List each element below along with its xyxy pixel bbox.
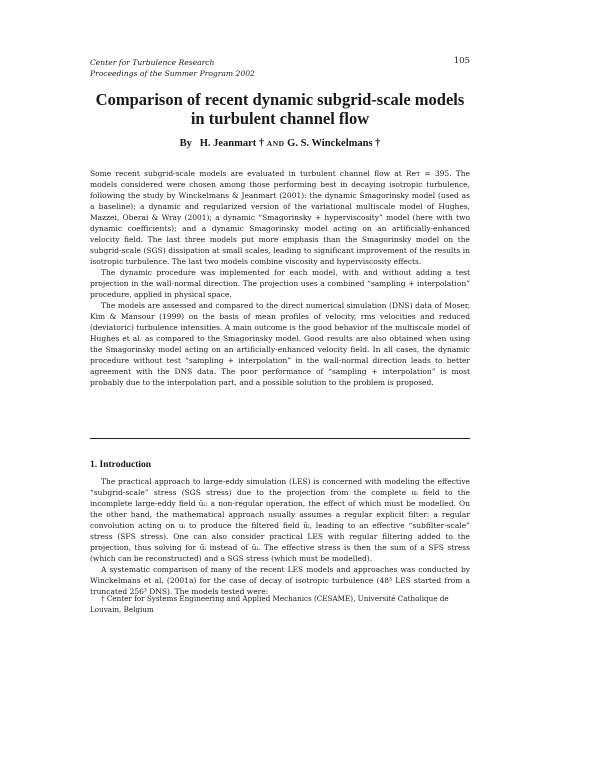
author-1-dagger: †: [258, 138, 265, 149]
abstract-paragraph-3: The models are assessed and compared to the direct numerical simulation (DNS) data of Moser, Kim & Mansour (1999) on the basis of mean profiles of velocity, rms velocities and reduced (deviatoric) turbulence intensities. A main outcome is the good behavior of the multiscale model of Hughes et al. as compared to the Smagorinsky model. Good results are also obtained when using the Smagorinsky model acting on an artificially-enhanced velocity field. In all cases, the dynamic procedure without test “sampling + interpolation” in the wall-normal direction leads to better agreement with the DNS data. The poor performance of “sampling + interpolation” is most probably due to the interpolation part, and a possible solution to the problem is proposed.: [90, 301, 470, 387]
body-paragraph-1: The practical approach to large-eddy simulation (LES) is concerned with modeling the effective “subgrid-scale” stress (SGS stress) due to the projection from the complete uᵢ field to the incomplete large-eddy field ūᵢ: a non-regular operation, the effect of which must be modelled. On the other hand, the mathematical approach usually assumes a regular explicit filter: a regular convolution acting on uᵢ to produce the filtered field ūᵢ, leading to an effective “subfilter-scale” stress (SFS stress). One can also consider practical LES with regular filtering added to the projection, thus solving for ū̄ᵢ instead of ūᵢ. The effective stress is then the sum of a SFS stress (which can be reconstructed) and a SGS stress (which must be modelled).: [90, 477, 470, 563]
abstract: [90, 168, 470, 388]
body-paragraph-2: A systematic comparison of many of the recent LES models and approaches was conducted by Winckelmans et al. (2001a) for the case of decay of isotropic turbulence (48³ LES started from a truncated 256³ DNS). The models tested were:: [90, 565, 470, 596]
abstract-paragraph-2: The dynamic procedure was implemented for each model, with and without adding a test projection in the wall-normal direction. The projection uses a combined “sampling + interpolation” procedure, applied in physical space.: [90, 268, 470, 299]
section-heading: 1. Introduction: [90, 460, 152, 470]
abstract-paragraph-1: Some recent subgrid-scale models are evaluated in turbulent channel flow at Reτ = 395. The models considered were chosen among those performing best in decaying isotropic turbulence, following the study by Winckelmans & Jeanmart (2001): the dynamic Smagorinsky model (used as a baseline); a dynamic and regularized version of the variational multiscale model of Hughes, Mazzei, Oberai & Wray (2001); a dynamic “Smagorinsky + hyperviscosity” model (here with two dynamic coefficients); and a dynamic Smagorinsky model acting on an artificially-enhanced velocity field. The last three models put more emphasis than the Smagorinsky model on the subgrid-scale (SGS) dissipation at small scales, leading to significant improvement of the results in isotropic turbulence. The last two models combine viscosity and hyperviscosity effects.: [90, 169, 470, 266]
and-separator: AND: [266, 139, 285, 148]
footnote-text: † Center for Systems Engineering and Applied Mechanics (CESAME), Université Catholique de Louvain, Belgium: [90, 594, 449, 614]
page-number: 105: [453, 56, 470, 66]
author-2: G. S. Winckelmans: [287, 138, 373, 149]
by-label: By: [179, 138, 192, 149]
abstract-divider: [90, 438, 470, 439]
section-body: [90, 476, 470, 597]
author-line: [90, 138, 470, 149]
header-line-2: Proceedings of the Summer Program 2002: [90, 69, 255, 78]
running-header: [90, 57, 255, 79]
footnote: [90, 594, 470, 615]
paper-title: Comparison of recent dynamic subgrid-scale models in turbulent channel flow: [95, 90, 465, 128]
author-1: H. Jeanmart: [199, 138, 257, 149]
author-2-dagger: †: [375, 138, 381, 149]
header-line-1: Center for Turbulence Research: [90, 58, 215, 67]
